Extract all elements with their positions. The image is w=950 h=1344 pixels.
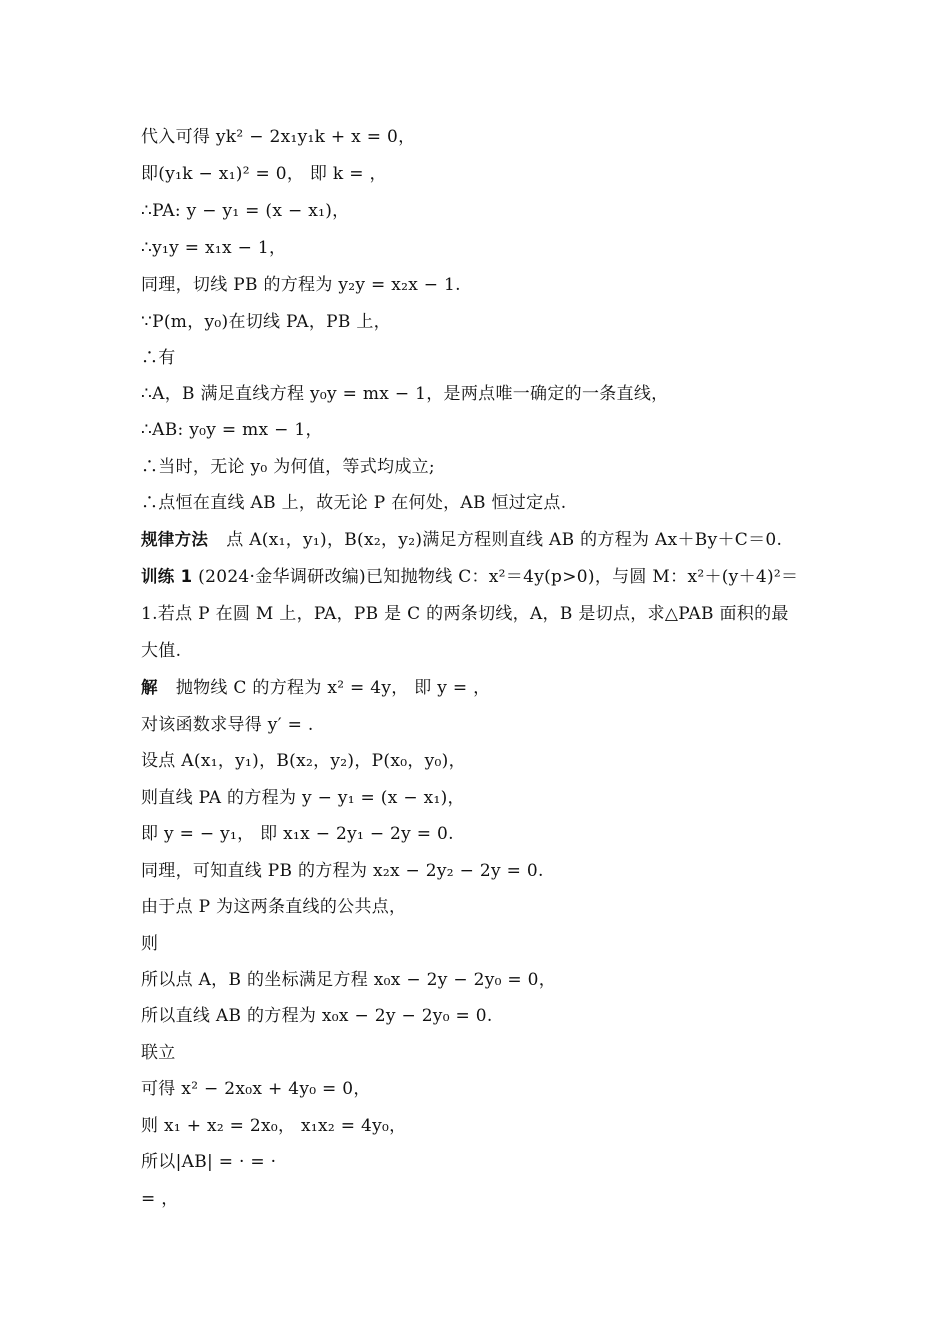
solution-line: 可得 x² − 2x₀x + 4y₀ = 0， [141,1079,371,1099]
text-line: 代入可得 yk² − 2x₁y₁k + x = 0， [141,127,416,147]
text-line: ∴有 [141,348,176,368]
solution-line: 所以直线 AB 的方程为 x₀x − 2y − 2y₀ = 0. [141,1006,493,1026]
solution-line: 同理，可知直线 PB 的方程为 x₂x − 2y₂ − 2y = 0. [141,861,544,881]
solution-line: 联立 [141,1043,176,1063]
solution-line: 所以点 A，B 的坐标满足方程 x₀x − 2y − 2y₀ = 0， [141,970,557,990]
exercise-line-3: 大值. [141,641,182,661]
text-line: 即(y₁k − x₁)² = 0， 即 k = ， [141,164,387,184]
solution-line: 对该函数求导得 y′ = . [141,715,314,735]
solution-text: 抛物线 C 的方程为 x² = 4y， 即 y = ， [175,678,491,698]
solution-line: 则直线 PA 的方程为 y − y₁ = (x − x₁)， [141,788,465,808]
solution-line: 则 [141,934,159,954]
solution-line: 设点 A(x₁，y₁)，B(x₂，y₂)，P(x₀，y₀)， [141,751,466,771]
solution-label: 解 [141,678,158,697]
solution-line: 所以|AB| = · = · [141,1152,277,1172]
exercise-line-2: 1.若点 P 在圆 M 上，PA，PB 是 C 的两条切线，A，B 是切点，求△PAB 面积的最 [141,604,789,624]
solution-first-line [141,677,821,699]
text-line: ∴PA: y − y₁ = (x − x₁)， [141,201,350,221]
method-text: 点 A(x₁，y₁)，B(x₂，y₂)满足方程则直线 AB 的方程为 Ax＋By＋C＝0. [226,530,783,550]
method-summary [141,529,821,551]
method-label: 规律方法 [141,530,209,549]
exercise-text: (2024·金华调研改编)已知抛物线 C：x²＝4y(p>0)，与圆 M：x²＋(y＋4)²＝ [198,567,799,587]
text-line: 同理，切线 PB 的方程为 y₂y = x₂x − 1. [141,275,461,295]
solution-line: 即 y = − y₁， 即 x₁x − 2y₁ − 2y = 0. [141,824,454,844]
solution-line: 由于点 P 为这两条直线的公共点， [141,897,407,917]
text-line: ∴点恒在直线 AB 上，故无论 P 在何处，AB 恒过定点. [141,493,567,513]
text-line: ∴A，B 满足直线方程 y₀y = mx − 1，是两点唯一确定的一条直线， [141,384,669,404]
solution-line: = ， [141,1189,179,1209]
exercise-line-1 [141,566,821,588]
exercise-label: 训练 1 [141,567,193,586]
text-line: ∴y₁y = x₁x − 1， [141,238,287,258]
text-line: ∴当时，无论 y₀ 为何值，等式均成立; [141,457,435,477]
solution-line: 则 x₁ + x₂ = 2x₀， x₁x₂ = 4y₀， [141,1116,407,1136]
text-line: ∴AB: y₀y = mx − 1， [141,420,323,440]
text-line: ∵P(m，y₀)在切线 PA，PB 上， [141,312,391,332]
